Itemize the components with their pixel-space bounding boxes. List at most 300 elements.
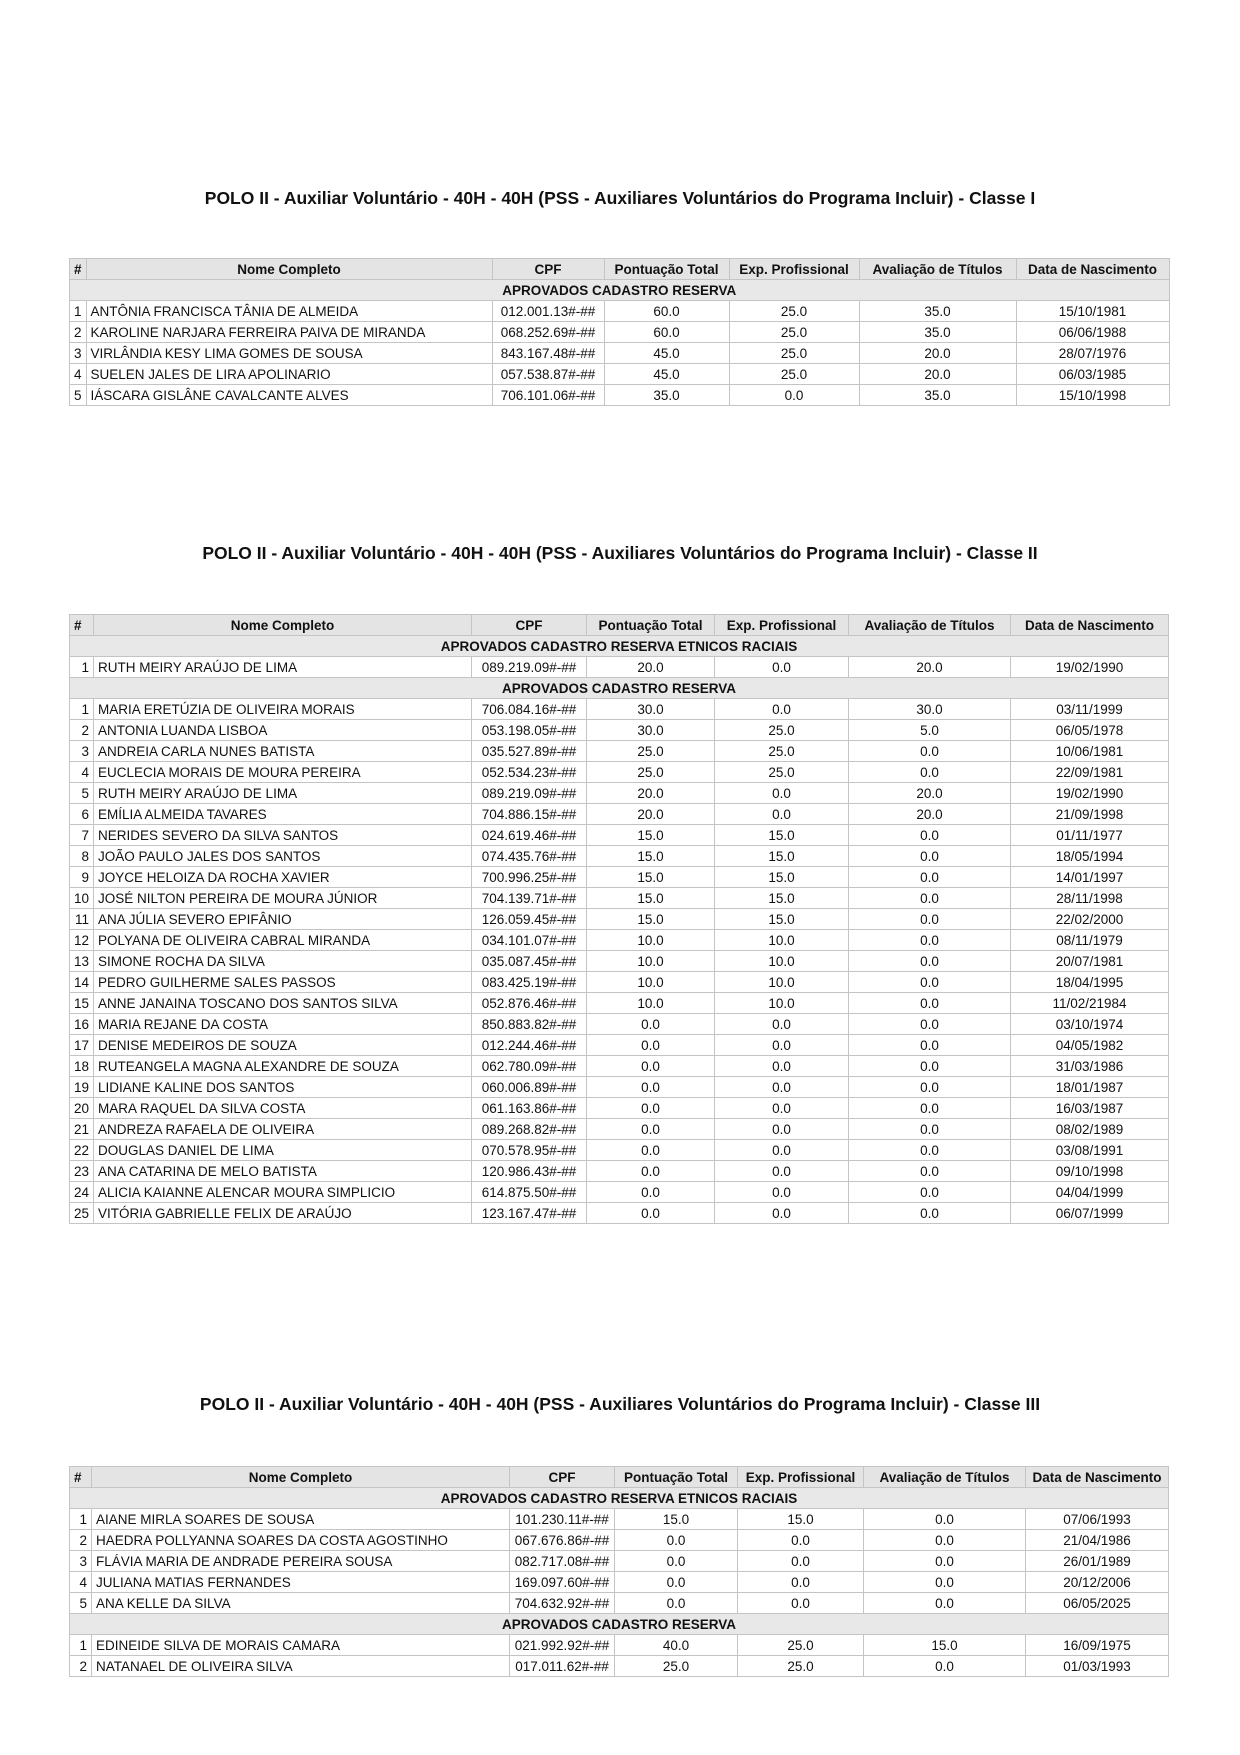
table-row bbox=[70, 1014, 1169, 1035]
table-row bbox=[70, 867, 1169, 888]
cpf-cell: 089.219.09#-## bbox=[472, 657, 587, 678]
name-cell: FLÁVIA MARIA DE ANDRADE PEREIRA SOUSA bbox=[92, 1551, 510, 1572]
rank-cell: 16 bbox=[70, 1014, 94, 1035]
experience-cell: 0.0 bbox=[715, 783, 849, 804]
total-score-cell: 0.0 bbox=[615, 1530, 738, 1551]
col-header-name: Nome Completo bbox=[94, 615, 472, 636]
table-row bbox=[70, 825, 1169, 846]
rank-cell: 5 bbox=[70, 783, 94, 804]
birthdate-cell: 21/09/1998 bbox=[1011, 804, 1169, 825]
name-cell: AIANE MIRLA SOARES DE SOUSA bbox=[92, 1509, 510, 1530]
titles-cell: 0.0 bbox=[864, 1593, 1026, 1614]
cpf-cell: 012.244.46#-## bbox=[472, 1035, 587, 1056]
cpf-cell: 704.886.15#-## bbox=[472, 804, 587, 825]
experience-cell: 0.0 bbox=[738, 1551, 864, 1572]
name-cell: IÁSCARA GISLÂNE CAVALCANTE ALVES bbox=[86, 385, 492, 406]
birthdate-cell: 08/02/1989 bbox=[1011, 1119, 1169, 1140]
birthdate-cell: 28/07/1976 bbox=[1016, 343, 1169, 364]
name-cell: DENISE MEDEIROS DE SOUZA bbox=[94, 1035, 472, 1056]
cpf-cell: 843.167.48#-## bbox=[492, 343, 604, 364]
experience-cell: 0.0 bbox=[715, 1056, 849, 1077]
name-cell: VITÓRIA GABRIELLE FELIX DE ARAÚJO bbox=[94, 1203, 472, 1224]
col-header-titulos: Avaliação de Títulos bbox=[859, 259, 1016, 280]
titles-cell: 0.0 bbox=[864, 1551, 1026, 1572]
col-header-name: Nome Completo bbox=[92, 1467, 510, 1488]
cpf-cell: 126.059.45#-## bbox=[472, 909, 587, 930]
cpf-cell: 706.084.16#-## bbox=[472, 699, 587, 720]
titles-cell: 20.0 bbox=[849, 783, 1011, 804]
total-score-cell: 60.0 bbox=[604, 322, 729, 343]
rank-cell: 3 bbox=[70, 1551, 92, 1572]
titles-cell: 0.0 bbox=[864, 1572, 1026, 1593]
experience-cell: 0.0 bbox=[715, 1182, 849, 1203]
experience-cell: 0.0 bbox=[715, 1014, 849, 1035]
rank-cell: 7 bbox=[70, 825, 94, 846]
total-score-cell: 30.0 bbox=[587, 699, 715, 720]
rank-cell: 8 bbox=[70, 846, 94, 867]
birthdate-cell: 14/01/1997 bbox=[1011, 867, 1169, 888]
titles-cell: 35.0 bbox=[859, 301, 1016, 322]
cpf-cell: 061.163.86#-## bbox=[472, 1098, 587, 1119]
rank-cell: 11 bbox=[70, 909, 94, 930]
birthdate-cell: 18/01/1987 bbox=[1011, 1077, 1169, 1098]
section-title-classe-iii: POLO II - Auxiliar Voluntário - 40H - 40H (PSS - Auxiliares Voluntários do Programa Incluir) - Classe III bbox=[199, 1394, 1041, 1414]
name-cell: LIDIANE KALINE DOS SANTOS bbox=[94, 1077, 472, 1098]
experience-cell: 0.0 bbox=[715, 1140, 849, 1161]
cpf-cell: 052.876.46#-## bbox=[472, 993, 587, 1014]
birthdate-cell: 20/07/1981 bbox=[1011, 951, 1169, 972]
birthdate-cell: 15/10/1998 bbox=[1016, 385, 1169, 406]
experience-cell: 0.0 bbox=[715, 804, 849, 825]
birthdate-cell: 07/06/1993 bbox=[1026, 1509, 1169, 1530]
name-cell: ANA KELLE DA SILVA bbox=[92, 1593, 510, 1614]
titles-cell: 0.0 bbox=[849, 1119, 1011, 1140]
rank-cell: 25 bbox=[70, 1203, 94, 1224]
name-cell: JOSÉ NILTON PEREIRA DE MOURA JÚNIOR bbox=[94, 888, 472, 909]
titles-cell: 20.0 bbox=[859, 364, 1016, 385]
experience-cell: 0.0 bbox=[715, 1098, 849, 1119]
name-cell: RUTH MEIRY ARAÚJO DE LIMA bbox=[94, 783, 472, 804]
cpf-cell: 101.230.11#-## bbox=[510, 1509, 615, 1530]
table-row bbox=[70, 783, 1169, 804]
titles-cell: 0.0 bbox=[849, 1056, 1011, 1077]
birthdate-cell: 20/12/2006 bbox=[1026, 1572, 1169, 1593]
experience-cell: 25.0 bbox=[715, 741, 849, 762]
rank-cell: 4 bbox=[70, 762, 94, 783]
cpf-cell: 034.101.07#-## bbox=[472, 930, 587, 951]
total-score-cell: 0.0 bbox=[615, 1593, 738, 1614]
name-cell: RUTH MEIRY ARAÚJO DE LIMA bbox=[94, 657, 472, 678]
experience-cell: 0.0 bbox=[738, 1572, 864, 1593]
name-cell: ANDREZA RAFAELA DE OLIVEIRA bbox=[94, 1119, 472, 1140]
cpf-cell: 089.219.09#-## bbox=[472, 783, 587, 804]
total-score-cell: 15.0 bbox=[587, 867, 715, 888]
table-row bbox=[70, 1077, 1169, 1098]
col-header-total: Pontuação Total bbox=[604, 259, 729, 280]
rank-cell: 2 bbox=[70, 720, 94, 741]
cpf-cell: 850.883.82#-## bbox=[472, 1014, 587, 1035]
table-row bbox=[70, 1530, 1169, 1551]
total-score-cell: 0.0 bbox=[587, 1182, 715, 1203]
total-score-cell: 20.0 bbox=[587, 783, 715, 804]
titles-cell: 15.0 bbox=[864, 1635, 1026, 1656]
cpf-cell: 082.717.08#-## bbox=[510, 1551, 615, 1572]
col-header-rank: # bbox=[70, 1467, 92, 1488]
total-score-cell: 15.0 bbox=[587, 909, 715, 930]
group-label: APROVADOS CADASTRO RESERVA bbox=[70, 678, 1169, 699]
birthdate-cell: 04/05/1982 bbox=[1011, 1035, 1169, 1056]
rank-cell: 2 bbox=[70, 1530, 92, 1551]
rank-cell: 1 bbox=[70, 699, 94, 720]
table-row bbox=[70, 1593, 1169, 1614]
titles-cell: 0.0 bbox=[849, 972, 1011, 993]
experience-cell: 0.0 bbox=[738, 1530, 864, 1551]
total-score-cell: 0.0 bbox=[615, 1572, 738, 1593]
name-cell: EUCLECIA MORAIS DE MOURA PEREIRA bbox=[94, 762, 472, 783]
total-score-cell: 10.0 bbox=[587, 972, 715, 993]
birthdate-cell: 21/04/1986 bbox=[1026, 1530, 1169, 1551]
titles-cell: 0.0 bbox=[864, 1656, 1026, 1677]
table-row bbox=[70, 364, 1170, 385]
total-score-cell: 0.0 bbox=[587, 1056, 715, 1077]
cpf-cell: 062.780.09#-## bbox=[472, 1056, 587, 1077]
experience-cell: 10.0 bbox=[715, 930, 849, 951]
rank-cell: 5 bbox=[70, 385, 87, 406]
birthdate-cell: 10/06/1981 bbox=[1011, 741, 1169, 762]
titles-cell: 0.0 bbox=[849, 993, 1011, 1014]
section-title-classe-ii: POLO II - Auxiliar Voluntário - 40H - 40H (PSS - Auxiliares Voluntários do Programa Incluir) - Classe II bbox=[202, 543, 1038, 563]
rank-cell: 4 bbox=[70, 1572, 92, 1593]
birthdate-cell: 06/03/1985 bbox=[1016, 364, 1169, 385]
table-row bbox=[70, 1635, 1169, 1656]
titles-cell: 35.0 bbox=[859, 385, 1016, 406]
group-label: APROVADOS CADASTRO RESERVA ETNICOS RACIAIS bbox=[70, 636, 1169, 657]
total-score-cell: 45.0 bbox=[604, 343, 729, 364]
total-score-cell: 0.0 bbox=[587, 1014, 715, 1035]
cpf-cell: 012.001.13#-## bbox=[492, 301, 604, 322]
rank-cell: 5 bbox=[70, 1593, 92, 1614]
rank-cell: 3 bbox=[70, 741, 94, 762]
experience-cell: 25.0 bbox=[729, 322, 859, 343]
cpf-cell: 057.538.87#-## bbox=[492, 364, 604, 385]
total-score-cell: 0.0 bbox=[615, 1551, 738, 1572]
name-cell: NATANAEL DE OLIVEIRA SILVA bbox=[92, 1656, 510, 1677]
col-header-birthdate: Data de Nascimento bbox=[1026, 1467, 1169, 1488]
col-header-exp: Exp. Profissional bbox=[738, 1467, 864, 1488]
cpf-cell: 070.578.95#-## bbox=[472, 1140, 587, 1161]
cpf-cell: 706.101.06#-## bbox=[492, 385, 604, 406]
name-cell: ANA CATARINA DE MELO BATISTA bbox=[94, 1161, 472, 1182]
titles-cell: 0.0 bbox=[849, 1182, 1011, 1203]
experience-cell: 0.0 bbox=[729, 385, 859, 406]
birthdate-cell: 11/02/21984 bbox=[1011, 993, 1169, 1014]
rank-cell: 13 bbox=[70, 951, 94, 972]
col-header-rank: # bbox=[70, 259, 87, 280]
experience-cell: 0.0 bbox=[715, 699, 849, 720]
experience-cell: 10.0 bbox=[715, 972, 849, 993]
rank-cell: 18 bbox=[70, 1056, 94, 1077]
titles-cell: 0.0 bbox=[849, 888, 1011, 909]
experience-cell: 25.0 bbox=[715, 720, 849, 741]
table-row bbox=[70, 1203, 1169, 1224]
total-score-cell: 25.0 bbox=[587, 762, 715, 783]
name-cell: JULIANA MATIAS FERNANDES bbox=[92, 1572, 510, 1593]
table-row bbox=[70, 741, 1169, 762]
table-row bbox=[70, 1056, 1169, 1077]
section-title-classe-i: POLO II - Auxiliar Voluntário - 40H - 40H (PSS - Auxiliares Voluntários do Programa Incluir) - Classe I bbox=[204, 188, 1036, 208]
name-cell: VIRLÂNDIA KESY LIMA GOMES DE SOUSA bbox=[86, 343, 492, 364]
name-cell: EMÍLIA ALMEIDA TAVARES bbox=[94, 804, 472, 825]
name-cell: SUELEN JALES DE LIRA APOLINARIO bbox=[86, 364, 492, 385]
col-header-total: Pontuação Total bbox=[615, 1467, 738, 1488]
total-score-cell: 10.0 bbox=[587, 951, 715, 972]
cpf-cell: 614.875.50#-## bbox=[472, 1182, 587, 1203]
birthdate-cell: 16/03/1987 bbox=[1011, 1098, 1169, 1119]
total-score-cell: 0.0 bbox=[587, 1035, 715, 1056]
total-score-cell: 10.0 bbox=[587, 930, 715, 951]
total-score-cell: 0.0 bbox=[587, 1161, 715, 1182]
experience-cell: 25.0 bbox=[738, 1656, 864, 1677]
name-cell: MARA RAQUEL DA SILVA COSTA bbox=[94, 1098, 472, 1119]
titles-cell: 5.0 bbox=[849, 720, 1011, 741]
titles-cell: 30.0 bbox=[849, 699, 1011, 720]
col-header-exp: Exp. Profissional bbox=[729, 259, 859, 280]
total-score-cell: 0.0 bbox=[587, 1203, 715, 1224]
experience-cell: 15.0 bbox=[738, 1509, 864, 1530]
table-row bbox=[70, 846, 1169, 867]
experience-cell: 10.0 bbox=[715, 993, 849, 1014]
table-row bbox=[70, 1035, 1169, 1056]
table-row bbox=[70, 720, 1169, 741]
name-cell: RUTEANGELA MAGNA ALEXANDRE DE SOUZA bbox=[94, 1056, 472, 1077]
table-header-row bbox=[70, 1467, 1169, 1488]
titles-cell: 20.0 bbox=[849, 804, 1011, 825]
experience-cell: 15.0 bbox=[715, 909, 849, 930]
birthdate-cell: 22/02/2000 bbox=[1011, 909, 1169, 930]
experience-cell: 15.0 bbox=[715, 867, 849, 888]
titles-cell: 0.0 bbox=[849, 1098, 1011, 1119]
experience-cell: 0.0 bbox=[715, 657, 849, 678]
birthdate-cell: 01/03/1993 bbox=[1026, 1656, 1169, 1677]
experience-cell: 25.0 bbox=[729, 301, 859, 322]
total-score-cell: 45.0 bbox=[604, 364, 729, 385]
total-score-cell: 0.0 bbox=[587, 1077, 715, 1098]
total-score-cell: 25.0 bbox=[615, 1656, 738, 1677]
rank-cell: 22 bbox=[70, 1140, 94, 1161]
table-row bbox=[70, 1572, 1169, 1593]
results-table-classe-iii bbox=[69, 1466, 1169, 1677]
birthdate-cell: 03/10/1974 bbox=[1011, 1014, 1169, 1035]
experience-cell: 25.0 bbox=[738, 1635, 864, 1656]
cpf-cell: 017.011.62#-## bbox=[510, 1656, 615, 1677]
birthdate-cell: 08/11/1979 bbox=[1011, 930, 1169, 951]
rank-cell: 9 bbox=[70, 867, 94, 888]
rank-cell: 6 bbox=[70, 804, 94, 825]
rank-cell: 23 bbox=[70, 1161, 94, 1182]
name-cell: PEDRO GUILHERME SALES PASSOS bbox=[94, 972, 472, 993]
total-score-cell: 15.0 bbox=[587, 825, 715, 846]
titles-cell: 0.0 bbox=[849, 846, 1011, 867]
birthdate-cell: 16/09/1975 bbox=[1026, 1635, 1169, 1656]
table-row bbox=[70, 972, 1169, 993]
total-score-cell: 35.0 bbox=[604, 385, 729, 406]
titles-cell: 0.0 bbox=[849, 909, 1011, 930]
total-score-cell: 20.0 bbox=[587, 657, 715, 678]
cpf-cell: 068.252.69#-## bbox=[492, 322, 604, 343]
total-score-cell: 0.0 bbox=[587, 1098, 715, 1119]
table-row bbox=[70, 322, 1170, 343]
experience-cell: 15.0 bbox=[715, 825, 849, 846]
birthdate-cell: 15/10/1981 bbox=[1016, 301, 1169, 322]
name-cell: NERIDES SEVERO DA SILVA SANTOS bbox=[94, 825, 472, 846]
total-score-cell: 15.0 bbox=[587, 846, 715, 867]
total-score-cell: 15.0 bbox=[587, 888, 715, 909]
table-row bbox=[70, 1161, 1169, 1182]
cpf-cell: 021.992.92#-## bbox=[510, 1635, 615, 1656]
table-row bbox=[70, 804, 1169, 825]
titles-cell: 0.0 bbox=[849, 825, 1011, 846]
table-header-row bbox=[70, 259, 1170, 280]
titles-cell: 0.0 bbox=[849, 930, 1011, 951]
titles-cell: 0.0 bbox=[849, 951, 1011, 972]
titles-cell: 35.0 bbox=[859, 322, 1016, 343]
birthdate-cell: 04/04/1999 bbox=[1011, 1182, 1169, 1203]
total-score-cell: 40.0 bbox=[615, 1635, 738, 1656]
name-cell: ANDREIA CARLA NUNES BATISTA bbox=[94, 741, 472, 762]
titles-cell: 0.0 bbox=[849, 1140, 1011, 1161]
experience-cell: 0.0 bbox=[715, 1035, 849, 1056]
col-header-cpf: CPF bbox=[510, 1467, 615, 1488]
name-cell: ANTONIA LUANDA LISBOA bbox=[94, 720, 472, 741]
rank-cell: 10 bbox=[70, 888, 94, 909]
experience-cell: 25.0 bbox=[715, 762, 849, 783]
total-score-cell: 25.0 bbox=[587, 741, 715, 762]
rank-cell: 20 bbox=[70, 1098, 94, 1119]
titles-cell: 0.0 bbox=[849, 1161, 1011, 1182]
cpf-cell: 704.632.92#-## bbox=[510, 1593, 615, 1614]
col-header-titulos: Avaliação de Títulos bbox=[849, 615, 1011, 636]
titles-cell: 0.0 bbox=[864, 1509, 1026, 1530]
table-row bbox=[70, 1509, 1169, 1530]
birthdate-cell: 03/08/1991 bbox=[1011, 1140, 1169, 1161]
experience-cell: 0.0 bbox=[715, 1203, 849, 1224]
table-header-row bbox=[70, 615, 1169, 636]
birthdate-cell: 19/02/1990 bbox=[1011, 783, 1169, 804]
group-label: APROVADOS CADASTRO RESERVA ETNICOS RACIAIS bbox=[70, 1488, 1169, 1509]
name-cell: ANTÔNIA FRANCISCA TÂNIA DE ALMEIDA bbox=[86, 301, 492, 322]
name-cell: POLYANA DE OLIVEIRA CABRAL MIRANDA bbox=[94, 930, 472, 951]
col-header-birthdate: Data de Nascimento bbox=[1016, 259, 1169, 280]
experience-cell: 25.0 bbox=[729, 343, 859, 364]
group-header-row bbox=[70, 1488, 1169, 1509]
cpf-cell: 083.425.19#-## bbox=[472, 972, 587, 993]
rank-cell: 14 bbox=[70, 972, 94, 993]
name-cell: HAEDRA POLLYANNA SOARES DA COSTA AGOSTINHO bbox=[92, 1530, 510, 1551]
name-cell: MARIA ERETÚZIA DE OLIVEIRA MORAIS bbox=[94, 699, 472, 720]
results-table-classe-i bbox=[69, 258, 1170, 406]
birthdate-cell: 26/01/1989 bbox=[1026, 1551, 1169, 1572]
col-header-name: Nome Completo bbox=[86, 259, 492, 280]
col-header-exp: Exp. Profissional bbox=[715, 615, 849, 636]
rank-cell: 15 bbox=[70, 993, 94, 1014]
experience-cell: 0.0 bbox=[715, 1161, 849, 1182]
name-cell: EDINEIDE SILVA DE MORAIS CAMARA bbox=[92, 1635, 510, 1656]
total-score-cell: 15.0 bbox=[615, 1509, 738, 1530]
table-row bbox=[70, 1551, 1169, 1572]
titles-cell: 0.0 bbox=[849, 762, 1011, 783]
titles-cell: 0.0 bbox=[849, 741, 1011, 762]
cpf-cell: 123.167.47#-## bbox=[472, 1203, 587, 1224]
group-header-row bbox=[70, 1614, 1169, 1635]
experience-cell: 0.0 bbox=[715, 1119, 849, 1140]
col-header-cpf: CPF bbox=[492, 259, 604, 280]
cpf-cell: 120.986.43#-## bbox=[472, 1161, 587, 1182]
experience-cell: 10.0 bbox=[715, 951, 849, 972]
table-row bbox=[70, 301, 1170, 322]
titles-cell: 0.0 bbox=[849, 1077, 1011, 1098]
rank-cell: 4 bbox=[70, 364, 87, 385]
name-cell: JOYCE HELOIZA DA ROCHA XAVIER bbox=[94, 867, 472, 888]
rank-cell: 1 bbox=[70, 301, 87, 322]
total-score-cell: 20.0 bbox=[587, 804, 715, 825]
experience-cell: 0.0 bbox=[738, 1593, 864, 1614]
cpf-cell: 035.087.45#-## bbox=[472, 951, 587, 972]
total-score-cell: 0.0 bbox=[587, 1140, 715, 1161]
col-header-rank: # bbox=[70, 615, 94, 636]
table-row bbox=[70, 385, 1170, 406]
cpf-cell: 052.534.23#-## bbox=[472, 762, 587, 783]
cpf-cell: 060.006.89#-## bbox=[472, 1077, 587, 1098]
name-cell: DOUGLAS DANIEL DE LIMA bbox=[94, 1140, 472, 1161]
name-cell: ANNE JANAINA TOSCANO DOS SANTOS SILVA bbox=[94, 993, 472, 1014]
results-table-classe-ii bbox=[69, 614, 1169, 1224]
table-row bbox=[70, 657, 1169, 678]
rank-cell: 21 bbox=[70, 1119, 94, 1140]
table-row bbox=[70, 1140, 1169, 1161]
group-header-row bbox=[70, 280, 1170, 301]
group-header-row bbox=[70, 636, 1169, 657]
rank-cell: 3 bbox=[70, 343, 87, 364]
table-row bbox=[70, 699, 1169, 720]
titles-cell: 20.0 bbox=[859, 343, 1016, 364]
col-header-cpf: CPF bbox=[472, 615, 587, 636]
cpf-cell: 169.097.60#-## bbox=[510, 1572, 615, 1593]
group-label: APROVADOS CADASTRO RESERVA bbox=[70, 280, 1170, 301]
total-score-cell: 60.0 bbox=[604, 301, 729, 322]
cpf-cell: 704.139.71#-## bbox=[472, 888, 587, 909]
total-score-cell: 0.0 bbox=[587, 1119, 715, 1140]
titles-cell: 0.0 bbox=[849, 1014, 1011, 1035]
name-cell: SIMONE ROCHA DA SILVA bbox=[94, 951, 472, 972]
experience-cell: 15.0 bbox=[715, 888, 849, 909]
col-header-total: Pontuação Total bbox=[587, 615, 715, 636]
birthdate-cell: 18/05/1994 bbox=[1011, 846, 1169, 867]
name-cell: JOÃO PAULO JALES DOS SANTOS bbox=[94, 846, 472, 867]
table-row bbox=[70, 1182, 1169, 1203]
rank-cell: 24 bbox=[70, 1182, 94, 1203]
cpf-cell: 700.996.25#-## bbox=[472, 867, 587, 888]
birthdate-cell: 03/11/1999 bbox=[1011, 699, 1169, 720]
table-row bbox=[70, 1656, 1169, 1677]
experience-cell: 0.0 bbox=[715, 1077, 849, 1098]
table-row bbox=[70, 762, 1169, 783]
table-row bbox=[70, 888, 1169, 909]
col-header-birthdate: Data de Nascimento bbox=[1011, 615, 1169, 636]
birthdate-cell: 06/05/1978 bbox=[1011, 720, 1169, 741]
name-cell: ANA JÚLIA SEVERO EPIFÂNIO bbox=[94, 909, 472, 930]
titles-cell: 0.0 bbox=[849, 1203, 1011, 1224]
birthdate-cell: 22/09/1981 bbox=[1011, 762, 1169, 783]
